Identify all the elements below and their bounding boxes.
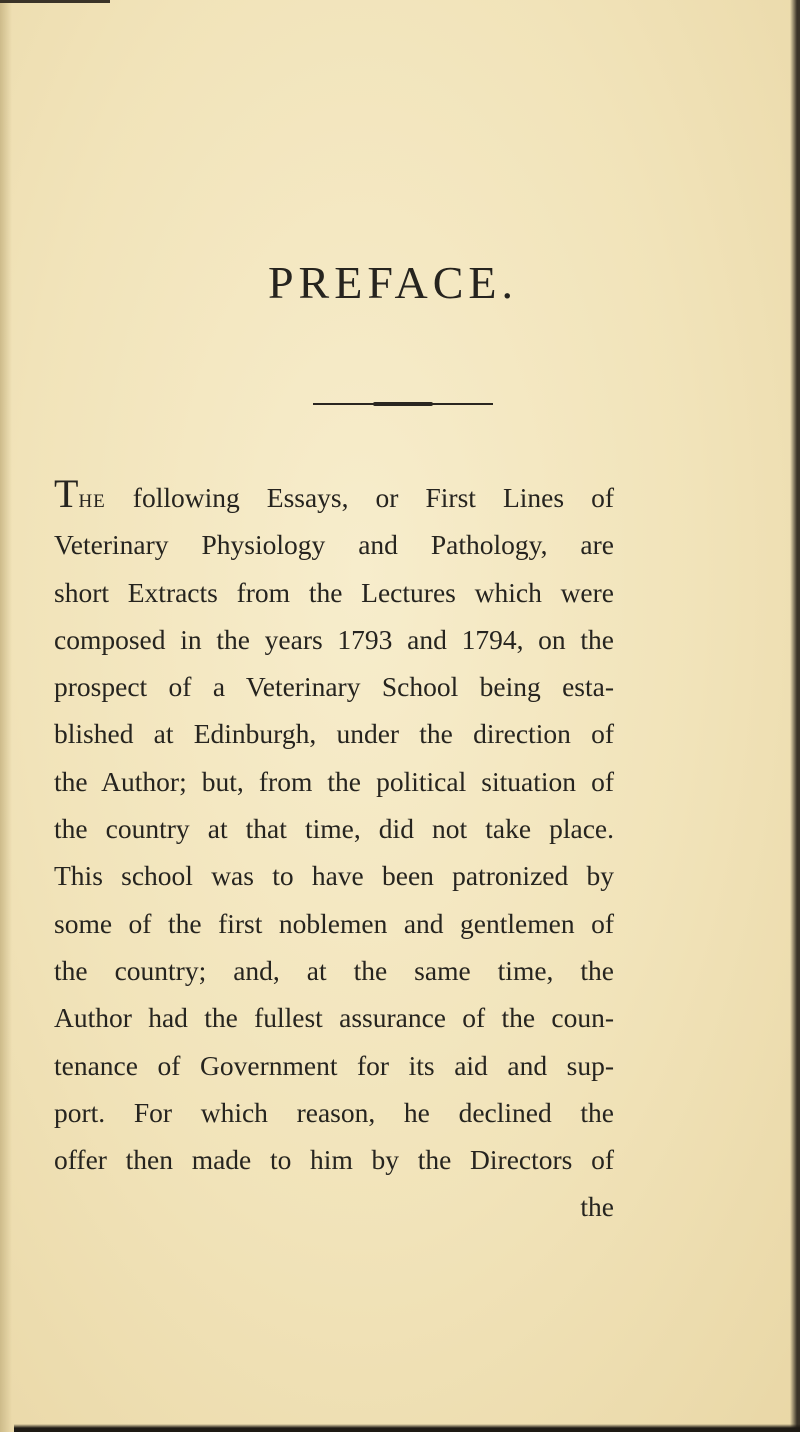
text-line: port. For which reason, he declined the	[54, 1096, 614, 1128]
preface-paragraph	[54, 471, 614, 1231]
page-title: PREFACE.	[267, 257, 519, 308]
text-line: blished at Edinburgh, under the direction of	[54, 718, 614, 750]
drop-cap: T	[54, 471, 79, 516]
text-line: Veterinary Physiology and Pathology, are	[54, 529, 614, 561]
text-line	[54, 471, 614, 521]
text-line: This school was to have been patronized by	[54, 860, 614, 892]
text-line: prospect of a Veterinary School being esta-	[54, 671, 614, 703]
text-line: short Extracts from the Lectures which were	[54, 576, 614, 608]
ornamental-rule	[313, 403, 493, 405]
text-line: composed in the years 1793 and 1794, on the	[54, 623, 614, 655]
first-word-smallcaps: he	[78, 482, 106, 513]
text-line: offer then made to him by the Directors of	[54, 1144, 614, 1176]
catchword: the	[580, 1191, 614, 1223]
text-line: the country at that time, did not take place.	[54, 813, 614, 845]
text-line: some of the first noblemen and gentlemen of	[54, 907, 614, 939]
text-line: Author had the fullest assurance of the coun-	[54, 1002, 614, 1034]
text-line-content: following Essays, or First Lines of	[105, 482, 614, 513]
text-line: tenance of Government for its aid and sup-	[54, 1049, 614, 1081]
text-line: the Author; but, from the political situation of	[54, 765, 614, 797]
page-top-edge	[0, 0, 110, 3]
page-gutter-shadow	[0, 0, 12, 1432]
page-right-edge	[790, 0, 800, 1432]
page-bottom-edge	[14, 1424, 800, 1432]
text-line: the country; and, at the same time, the	[54, 954, 614, 986]
